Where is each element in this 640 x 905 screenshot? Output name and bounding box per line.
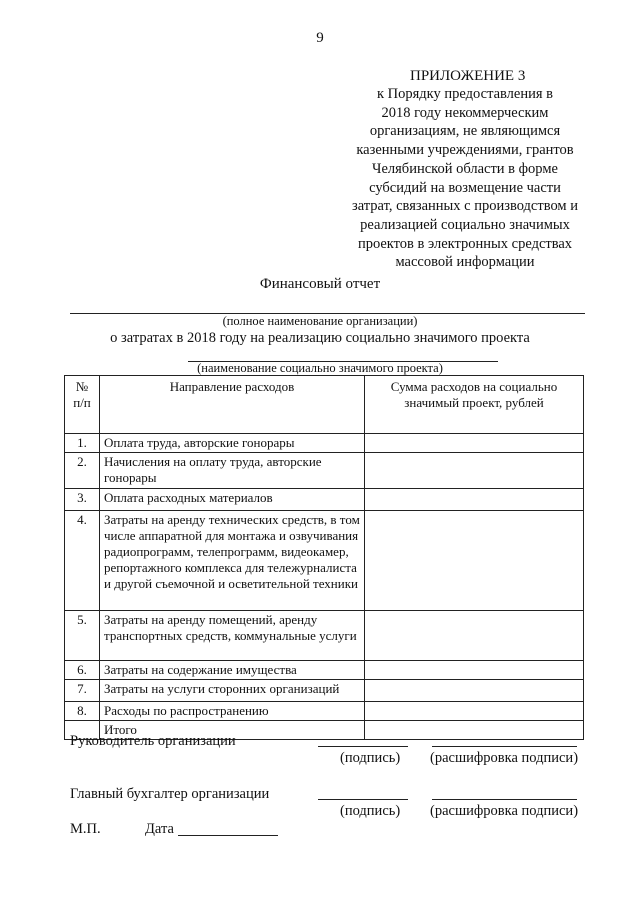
appendix-line: Челябинской области в форме bbox=[372, 160, 558, 177]
page-number: 9 bbox=[316, 30, 324, 46]
stamp-label: М.П. bbox=[70, 821, 101, 837]
row-direction: Начисления на оплату труда, авторские гонорары bbox=[100, 453, 365, 489]
date-line bbox=[178, 835, 278, 836]
accountant-decoding-line bbox=[432, 799, 577, 800]
head-signature-line bbox=[318, 746, 408, 747]
table-row bbox=[65, 434, 584, 453]
row-num: 8. bbox=[65, 702, 100, 721]
report-subtitle: о затратах в 2018 году на реализацию социально значимого проекта bbox=[110, 330, 530, 346]
row-num: 3. bbox=[65, 489, 100, 511]
row-num: 6. bbox=[65, 661, 100, 680]
appendix-line: проектов в электронных средствах bbox=[357, 235, 573, 252]
accountant-decoding-caption: (расшифровка подписи) bbox=[430, 803, 579, 819]
appendix-line: массовой информации bbox=[395, 254, 535, 271]
table-row bbox=[65, 702, 584, 721]
table-row bbox=[65, 611, 584, 661]
row-amount bbox=[365, 661, 584, 680]
appendix-line: затрат, связанных с производством и bbox=[352, 198, 578, 215]
head-decoding-line bbox=[432, 746, 577, 747]
row-direction: Затраты на услуги сторонних организаций bbox=[100, 680, 365, 702]
header-direction: Направление расходов bbox=[100, 376, 365, 434]
row-direction: Оплата труда, авторские гонорары bbox=[100, 434, 365, 453]
row-amount bbox=[365, 489, 584, 511]
table-row bbox=[65, 511, 584, 611]
table-row bbox=[65, 661, 584, 680]
row-num: 4. bbox=[65, 511, 100, 611]
table-row bbox=[65, 680, 584, 702]
row-amount bbox=[365, 511, 584, 611]
row-direction: Расходы по распространению bbox=[100, 702, 365, 721]
row-num: 2. bbox=[65, 453, 100, 489]
head-decoding-caption: (расшифровка подписи) bbox=[430, 750, 579, 766]
project-name-caption: (наименование социально значимого проекта) bbox=[197, 361, 443, 375]
date-label: Дата bbox=[145, 821, 174, 837]
row-num: 7. bbox=[65, 680, 100, 702]
expense-table bbox=[64, 375, 584, 740]
row-amount bbox=[365, 680, 584, 702]
appendix-line: казенными учреждениями, грантов bbox=[356, 142, 574, 159]
org-name-caption: (полное наименование организации) bbox=[222, 314, 418, 328]
row-amount bbox=[365, 721, 584, 740]
row-direction: Итого bbox=[100, 721, 365, 740]
row-direction: Затраты на содержание имущества bbox=[100, 661, 365, 680]
row-num: 5. bbox=[65, 611, 100, 661]
report-title: Финансовый отчет bbox=[259, 276, 381, 292]
appendix-line: субсидий на возмещение части bbox=[369, 179, 561, 196]
row-direction: Затраты на аренду технических средств, в том числе аппаратной для монтажа и озвучивания радиопрограмм, телепрограмм, видеокамер, репортажного комплекса для тележурналиста и другой съемочной и осветительной техники bbox=[100, 511, 365, 611]
head-signature-caption: (подпись) bbox=[340, 750, 401, 766]
appendix-line: организациям, не являющимся bbox=[369, 123, 561, 140]
accountant-signature-line bbox=[318, 799, 408, 800]
header-amount: Сумма расходов на социально значимый проект, рублей bbox=[365, 376, 584, 434]
table-row bbox=[65, 453, 584, 489]
accountant-signature-caption: (подпись) bbox=[340, 803, 401, 819]
row-amount bbox=[365, 611, 584, 661]
row-direction: Затраты на аренду помещений, аренду транспортных средств, коммунальные услуги bbox=[100, 611, 365, 661]
appendix-line: к Порядку предоставления в bbox=[376, 86, 554, 102]
accountant-label: Главный бухгалтер организации bbox=[70, 786, 270, 802]
table-row bbox=[65, 489, 584, 511]
header-num: № п/п bbox=[65, 376, 100, 434]
appendix-line: реализацией социально значимых bbox=[360, 216, 570, 233]
row-amount bbox=[365, 453, 584, 489]
row-num: 1. bbox=[65, 434, 100, 453]
appendix-line: 2018 году некоммерческим bbox=[381, 104, 549, 121]
row-direction: Оплата расходных материалов bbox=[100, 489, 365, 511]
row-amount bbox=[365, 702, 584, 721]
appendix-title: ПРИЛОЖЕНИЕ 3 bbox=[410, 68, 526, 84]
head-label: Руководитель организации bbox=[70, 733, 236, 749]
appendix-description bbox=[330, 85, 600, 272]
table-header-row bbox=[65, 376, 584, 434]
row-amount bbox=[365, 434, 584, 453]
